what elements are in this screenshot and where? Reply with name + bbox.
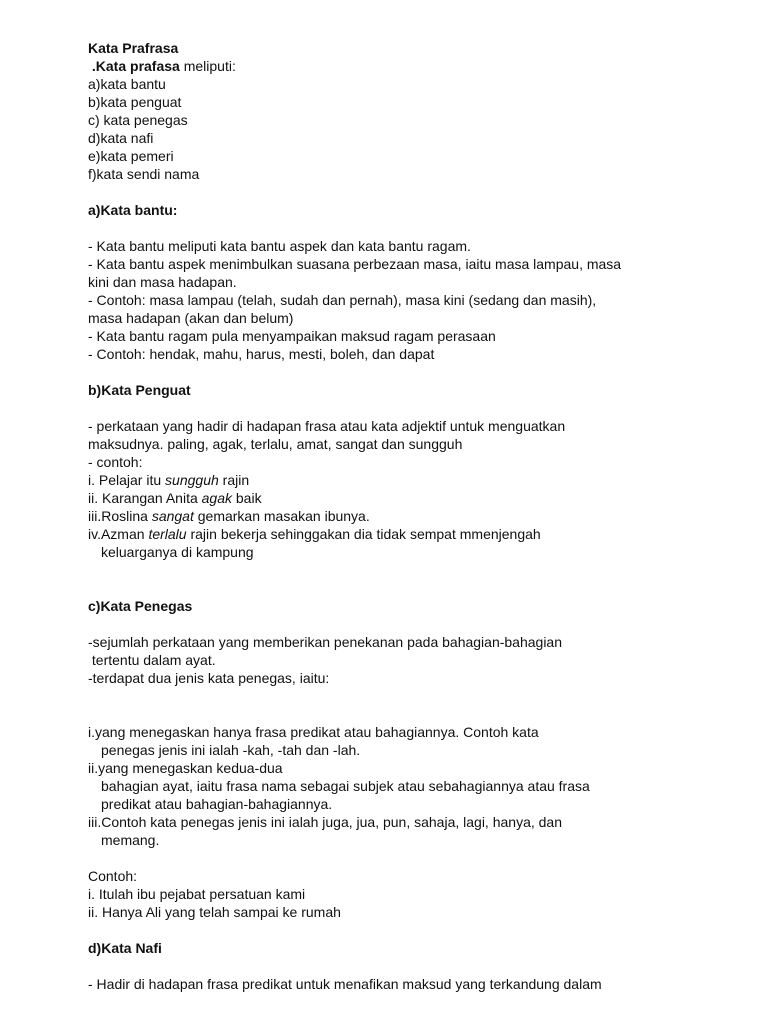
section-c-type: bahagian ayat, iaitu frasa nama sebagai subjek atau sebahagiannya atau frasa (101, 778, 590, 794)
section-c-type: ii.yang menegaskan kedua-dua (88, 760, 283, 776)
section-b-line: - contoh: (88, 454, 143, 470)
section-a-line: - Kata bantu aspek menimbulkan suasana perbezaan masa, iaitu masa lampau, masa (88, 256, 622, 272)
section-b-line: - perkataan yang hadir di hadapan frasa atau kata adjektif untuk menguatkan (88, 418, 566, 434)
example-text: baik (232, 490, 262, 506)
example-text: rajin bekerja sehinggakan dia tidak sempat mmenjengah (186, 526, 541, 542)
section-c-type: predikat atau bahagian-bahagiannya. (101, 796, 333, 812)
example-text: iv.Azman (88, 526, 149, 542)
section-d-line: - Hadir di hadapan frasa predikat untuk menafikan maksud yang terkandung dalam (88, 976, 602, 992)
document-page (88, 39, 748, 993)
document-title: Kata Prafrasa (88, 40, 179, 56)
section-a-line: - Contoh: hendak, mahu, harus, mesti, boleh, dan dapat (88, 346, 435, 362)
intro-lead (88, 57, 748, 75)
section-c-type: i.yang menegaskan hanya frasa predikat atau bahagiannya. Contoh kata (88, 724, 539, 740)
section-b-heading: b)Kata Penguat (88, 382, 191, 398)
example-text: gemarkan masakan ibunya. (193, 508, 370, 524)
intro-item: b)kata penguat (88, 94, 182, 110)
intro-lead-bold: .Kata prafasa (88, 58, 180, 74)
section-c-contoh-label: Contoh: (88, 868, 138, 884)
example-emphasis: terlalu (148, 526, 187, 542)
example-text: rajin (218, 472, 250, 488)
section-b-line: maksudnya. paling, agak, terlalu, amat, sangat dan sungguh (88, 436, 463, 452)
section-c-contoh: ii. Hanya Ali yang telah sampai ke rumah (88, 904, 341, 920)
example-text: i. Pelajar itu (88, 472, 166, 488)
section-d-heading: d)Kata Nafi (88, 940, 162, 956)
section-c-line: -terdapat dua jenis kata penegas, iaitu: (88, 670, 330, 686)
section-c-type: memang. (101, 832, 160, 848)
intro-lead-rest: meliputi: (179, 58, 236, 74)
section-b-example-cont: keluarganya di kampung (101, 544, 254, 560)
example-emphasis: sungguh (165, 472, 219, 488)
example-emphasis: sangat (151, 508, 194, 524)
example-text: ii. Karangan Anita (88, 490, 202, 506)
section-b-example (88, 525, 748, 543)
section-c-line: -sejumlah perkataan yang memberikan penekanan pada bahagian-bahagian (88, 634, 563, 650)
section-a-line: kini dan masa hadapan. (88, 274, 237, 290)
section-c-type: penegas jenis ini ialah -kah, -tah dan -lah. (101, 742, 361, 758)
section-b-example (88, 507, 748, 525)
section-c-line: tertentu dalam ayat. (88, 652, 216, 668)
intro-item: a)kata bantu (88, 76, 166, 92)
section-a-line: - Kata bantu ragam pula menyampaikan maksud ragam perasaan (88, 328, 496, 344)
section-c-type: iii.Contoh kata penegas jenis ini ialah juga, jua, pun, sahaja, lagi, hanya, dan (88, 814, 562, 830)
section-a-line: - Contoh: masa lampau (telah, sudah dan pernah), masa kini (sedang dan masih), (88, 292, 597, 308)
example-text: iii.Roslina (88, 508, 152, 524)
section-a-heading: a)Kata bantu: (88, 202, 178, 218)
intro-item: d)kata nafi (88, 130, 154, 146)
section-c-contoh: i. Itulah ibu pejabat persatuan kami (88, 886, 306, 902)
section-b-example (88, 471, 748, 489)
example-emphasis: agak (201, 490, 232, 506)
section-a-line: masa hadapan (akan dan belum) (88, 310, 294, 326)
intro-item: f)kata sendi nama (88, 166, 200, 182)
intro-item: c) kata penegas (88, 112, 188, 128)
intro-item: e)kata pemeri (88, 148, 174, 164)
section-b-example (88, 489, 748, 507)
section-a-line: - Kata bantu meliputi kata bantu aspek dan kata bantu ragam. (88, 238, 471, 254)
section-c-heading: c)Kata Penegas (88, 598, 193, 614)
